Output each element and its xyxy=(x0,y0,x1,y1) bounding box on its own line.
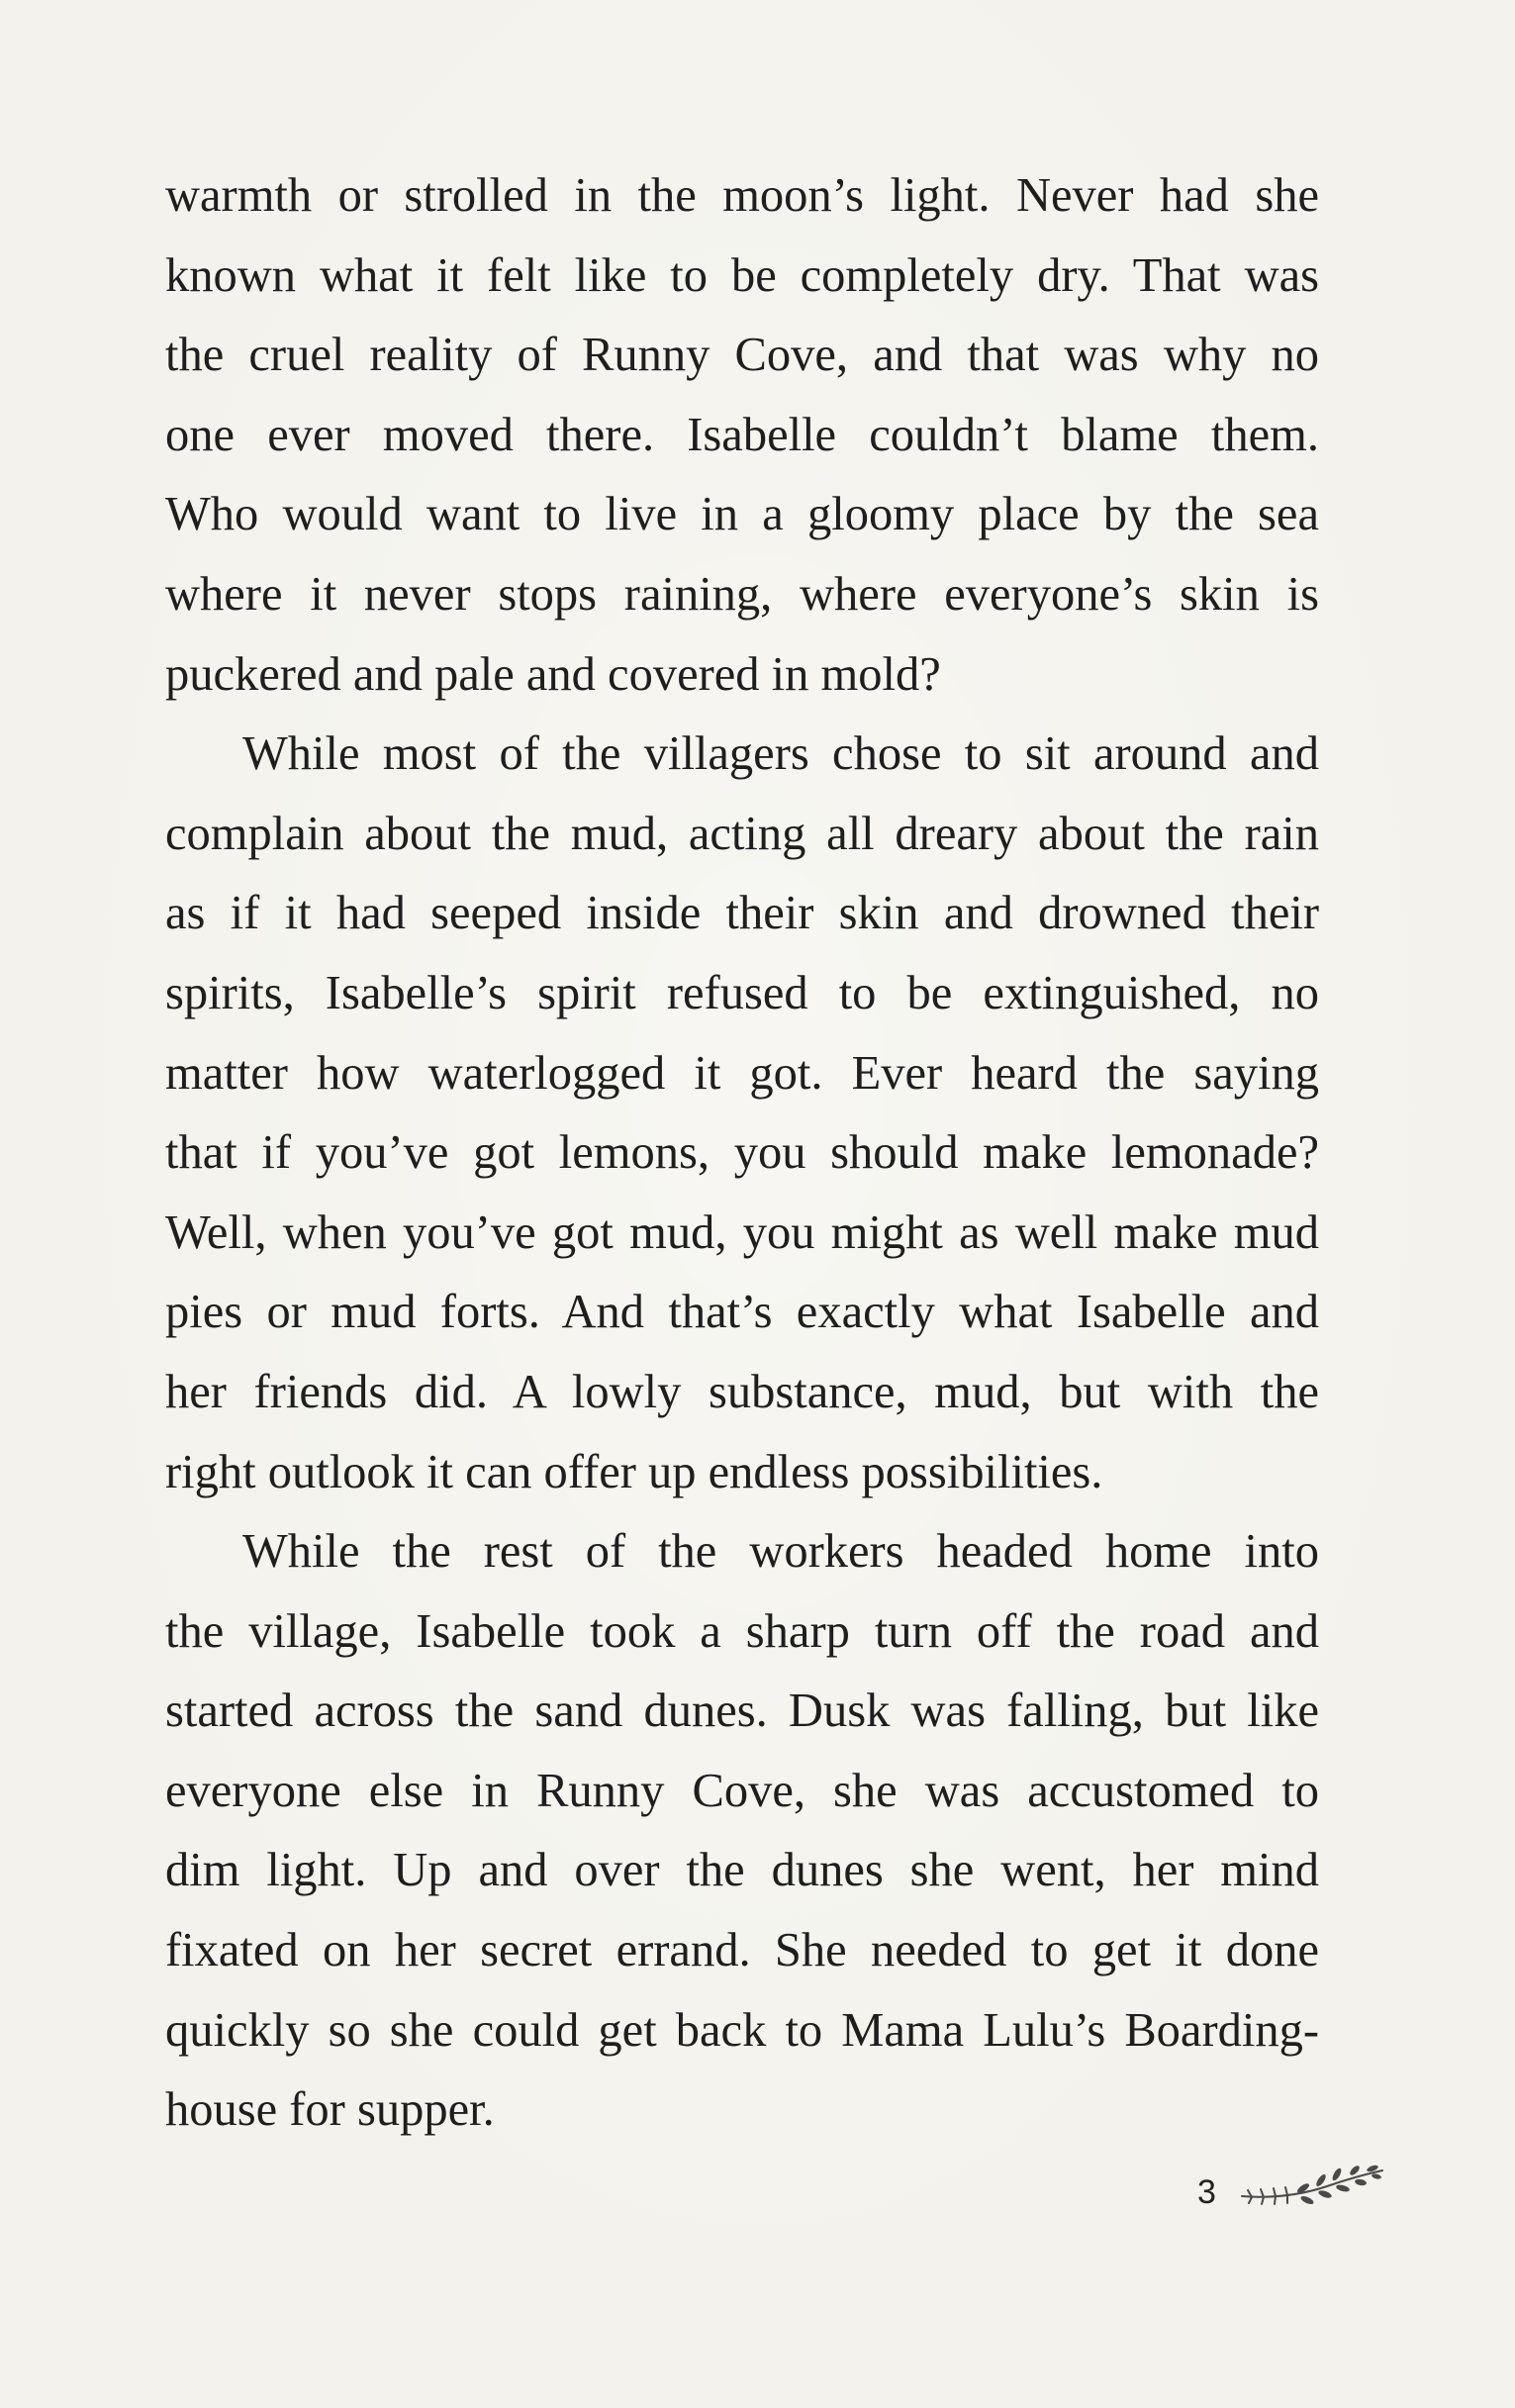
text-line: Who would want to live in a gloomy place by the sea xyxy=(165,488,1319,541)
text-line: one ever moved there. Isabelle couldn’t blame them. xyxy=(165,408,1319,461)
text-line: While the rest of the workers headed home into xyxy=(242,1525,1319,1579)
text-line: the village, Isabelle took a sharp turn off the road and xyxy=(165,1604,1319,1658)
text-line: warmth or strolled in the moon’s light. Never had she xyxy=(165,169,1319,222)
text-line: puckered and pale and covered in mold? xyxy=(165,647,941,701)
text-line: known what it felt like to be completely dry. That was xyxy=(165,248,1319,302)
text-line: right outlook it can offer up endless possibilities. xyxy=(165,1445,1103,1498)
text-line: fixated on her secret errand. She needed to get it done xyxy=(165,1924,1319,1977)
text-line: dim light. Up and over the dunes she went, her mind xyxy=(165,1844,1319,1897)
text-line: spirits, Isabelle’s spirit refused to be extinguished, no xyxy=(165,966,1319,1019)
paragraph xyxy=(165,156,1319,715)
body-text xyxy=(165,156,1319,2151)
paragraph xyxy=(165,1512,1319,2151)
text-line: her friends did. A lowly substance, mud, but with the xyxy=(165,1365,1319,1418)
text-line: the cruel reality of Runny Cove, and that was why no xyxy=(165,329,1319,382)
text-line: While most of the villagers chose to sit around and xyxy=(242,727,1319,781)
paragraph xyxy=(165,715,1319,1512)
text-line: quickly so she could get back to Mama Lulu’s Boarding- xyxy=(165,2003,1319,2057)
text-line: house for supper. xyxy=(165,2083,495,2137)
text-line: where it never stops raining, where everyone’s skin is xyxy=(165,567,1319,621)
page-footer xyxy=(1197,2163,1386,2222)
text-line: complain about the mud, acting all dreary about the rain xyxy=(165,807,1319,860)
text-line: that if you’ve got lemons, you should make lemonade? xyxy=(165,1126,1319,1180)
text-line: started across the sand dunes. Dusk was falling, but like xyxy=(165,1685,1319,1738)
leafy-sprig-ornament-icon xyxy=(1238,2163,1386,2222)
text-line: pies or mud forts. And that’s exactly what Isabelle and xyxy=(165,1286,1319,1339)
page-number: 3 xyxy=(1197,2172,1216,2211)
text-line: Well, when you’ve got mud, you might as well make mud xyxy=(165,1205,1319,1259)
text-line: as if it had seeped inside their skin and drowned their xyxy=(165,887,1319,940)
text-line: matter how waterlogged it got. Ever heard the saying xyxy=(165,1046,1319,1100)
text-line: everyone else in Runny Cove, she was accustomed to xyxy=(165,1764,1319,1817)
